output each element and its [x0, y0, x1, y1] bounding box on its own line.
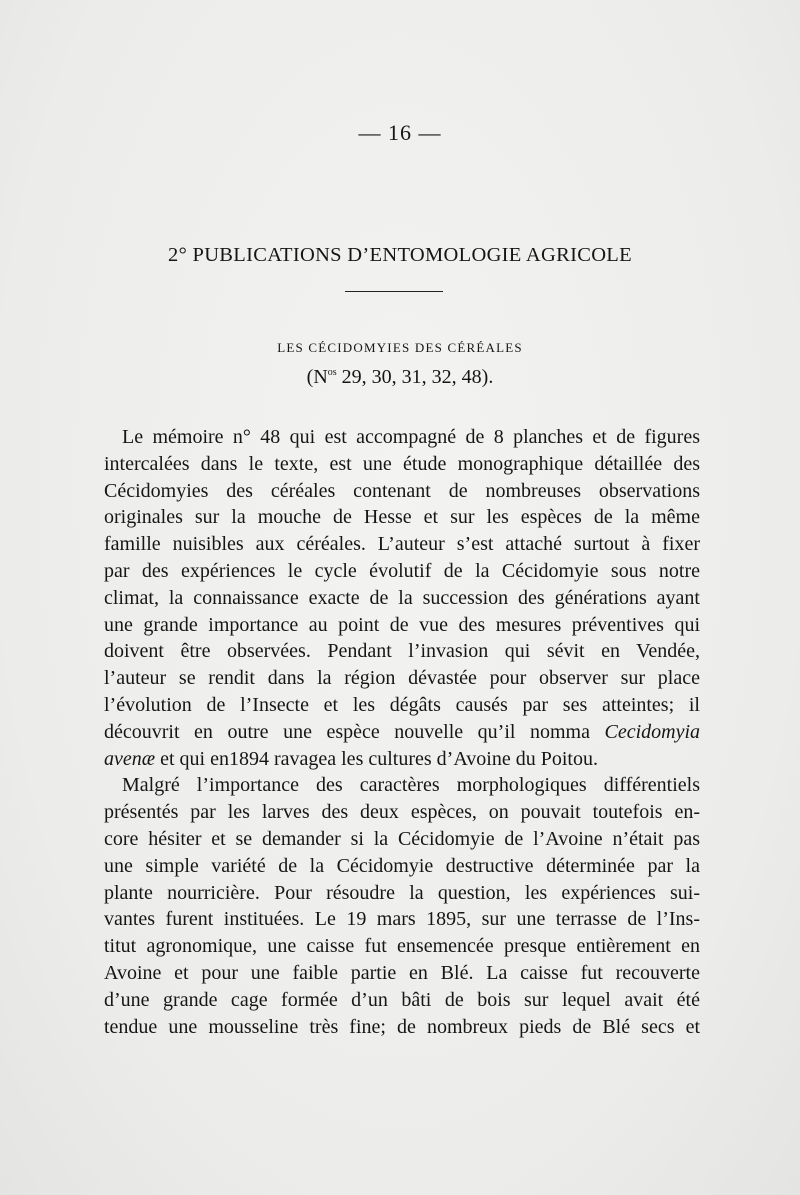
- text-line: originales sur la mouche de Hesse et sur les espèces de la même: [104, 506, 700, 529]
- text-line: Cécidomyies des céréales contenant de nombreuses observations: [104, 479, 700, 502]
- text-fragment: et qui en1894 ravagea les cultures d’Avoine du Poitou.: [160, 747, 598, 770]
- section-title: 2° PUBLICATIONS D’ENTOMOLOGIE AGRICOLE: [168, 244, 632, 266]
- body-text: [104, 424, 700, 1040]
- taxon-genus: Cecidomyia: [604, 720, 701, 743]
- publication-references: [0, 366, 800, 389]
- text-line: famille nuisibles aux céréales. L’auteur s’est attaché surtout à fixer: [104, 533, 700, 556]
- title-divider: [345, 291, 443, 292]
- page-number: — 16 —: [358, 120, 442, 145]
- text-line: présentés par les larves des deux espèces, on pouvait toutefois en-: [104, 801, 700, 824]
- text-line: titut agronomique, une caisse fut ensemencée presque entièrement en: [104, 935, 700, 958]
- text-line: Avoine et pour une faible partie en Blé. La caisse fut recouverte: [104, 961, 700, 984]
- text-line: intercalées dans le texte, est une étude monographique détaillée des: [104, 452, 700, 475]
- text-line: l’évolution de l’Insecte et les dégâts causés par ses atteintes; il: [104, 693, 700, 716]
- text-line: d’une grande cage formée d’un bâti de bois sur lequel avait été: [104, 988, 700, 1011]
- text-line: climat, la connaissance exacte de la succession des générations ayant: [104, 586, 700, 609]
- text-line: une simple variété de la Cécidomyie destructive déterminée par la: [104, 854, 700, 877]
- text-fragment: découvrit en outre une espèce nouvelle qu’il nomma: [104, 720, 590, 743]
- text-line: l’auteur se rendit dans la région dévastée pour observer sur place: [104, 667, 700, 690]
- text-line: tendue une mousseline très fine; de nombreux pieds de Blé secs et: [104, 1015, 700, 1038]
- text-line: une grande importance au point de vue des mesures préventives qui: [104, 613, 700, 636]
- text-line-with-taxon: [104, 719, 700, 746]
- text-line: Malgré l’importance des caractères morphologiques différentiels: [122, 774, 700, 797]
- refs-numbers: 29, 30, 31, 32, 48).: [336, 366, 494, 388]
- refs-prefix: (N: [306, 366, 328, 388]
- text-line: Le mémoire n° 48 qui est accompagné de 8 planches et de figures: [122, 426, 700, 448]
- text-line: plante nourricière. Pour résoudre la question, les expériences sui-: [104, 881, 700, 904]
- text-line: core hésiter et se demander si la Cécidomyie de l’Avoine n’était pas: [104, 827, 700, 850]
- taxon-species: avenæ: [104, 747, 156, 770]
- subsection-title: LES CÉCIDOMYIES DES CÉRÉALES: [277, 340, 523, 355]
- refs-superscript: os: [327, 367, 337, 378]
- text-line: vantes furent instituées. Le 19 mars 1895, sur une terrasse de l’Ins-: [104, 908, 700, 931]
- text-line: par des expériences le cycle évolutif de la Cécidomyie sous notre: [104, 559, 700, 582]
- text-line-with-taxon: [104, 746, 700, 773]
- text-line: doivent être observées. Pendant l’invasion qui sévit en Vendée,: [104, 640, 700, 663]
